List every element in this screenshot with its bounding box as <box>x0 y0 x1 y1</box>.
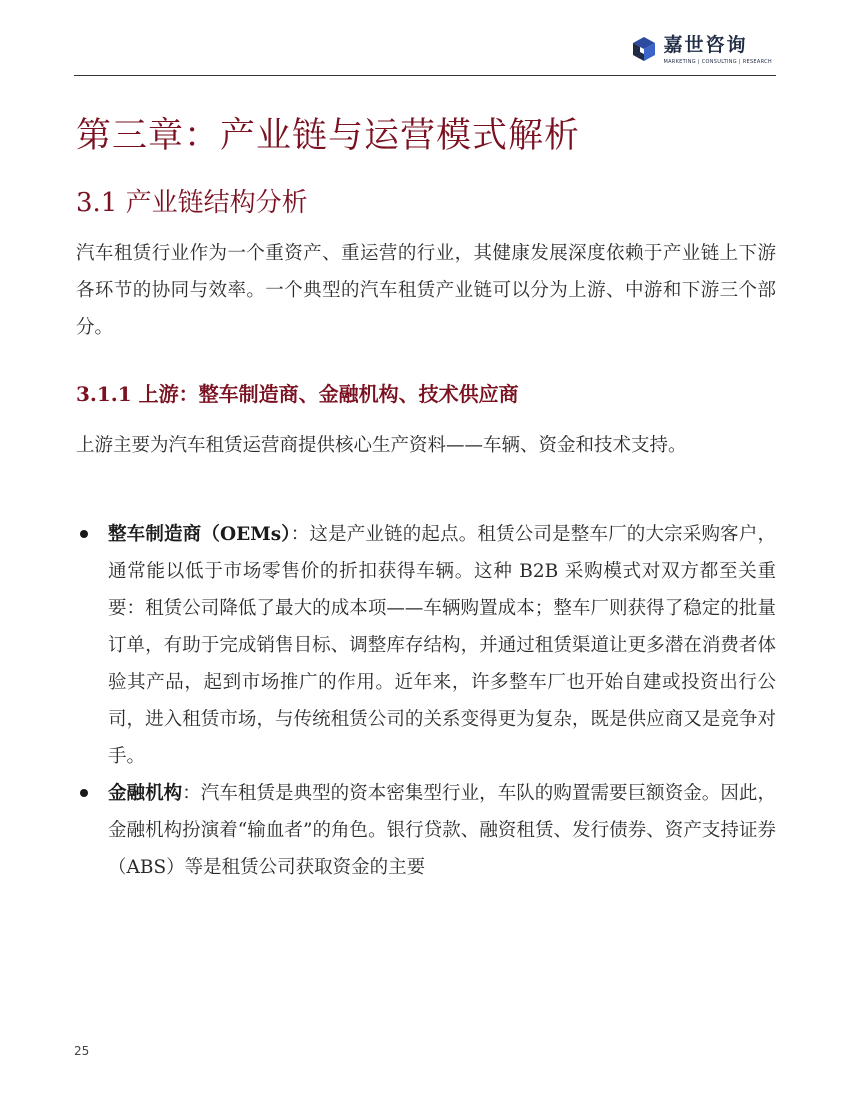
logo-name: 嘉世咨询 <box>663 34 748 56</box>
subsection-intro: 上游主要为汽车租赁运营商提供核心生产资料——车辆、资金和技术支持。 <box>76 435 687 456</box>
bullet-term: 金融机构 <box>108 783 183 804</box>
subsection-title: 3.1.1 上游：整车制造商、金融机构、技术供应商 <box>76 382 519 406</box>
chapter-title: 第三章：产业链与运营模式解析 <box>76 116 581 156</box>
cube-logo-icon <box>631 36 657 62</box>
bullet-list <box>76 516 776 886</box>
page-number: 25 <box>74 1044 90 1058</box>
bullet-text: ：汽车租赁是典型的资本密集型行业，车队的购置需要巨额资金。因此，金融机构扮演着“输血者”的角色。银行贷款、融资租赁、发行债券、资产支持证券（ABS）等是租赁公司获取资金的主要 <box>108 783 776 878</box>
list-item <box>76 775 776 886</box>
logo-tagline: MARKETING | CONSULTING | RESEARCH <box>663 59 772 65</box>
bullet-term: 整车制造商（OEMs） <box>108 524 291 545</box>
page-header <box>74 30 776 76</box>
intro-paragraph: 汽车租赁行业作为一个重资产、重运营的行业，其健康发展深度依赖于产业链上下游各环节的协同与效率。一个典型的汽车租赁产业链可以分为上游、中游和下游三个部分。 <box>76 243 776 338</box>
bullet-text: ：这是产业链的起点。租赁公司是整车厂的大宗采购客户，通常能以低于市场零售价的折扣获得车辆。这种 B2B 采购模式对双方都至关重要：租赁公司降低了最大的成本项——车辆购置成本；整车厂则获得了稳定的批量订单，有助于完成销售目标、调整库存结构，并通过租赁渠道让更多潜在消费者体验其产品，起到市场推广的作用。近年来，许多整车厂也开始自建或投资出行公司，进入租赁市场，与传统租赁公司的关系变得更为复杂，既是供应商又是竞争对手。 <box>108 524 776 767</box>
bullet-dot-icon <box>80 530 88 538</box>
list-item <box>76 516 776 775</box>
bullet-dot-icon <box>80 789 88 797</box>
header-divider <box>74 75 776 76</box>
company-logo <box>631 34 772 74</box>
section-title: 3.1 产业链结构分析 <box>76 188 308 218</box>
